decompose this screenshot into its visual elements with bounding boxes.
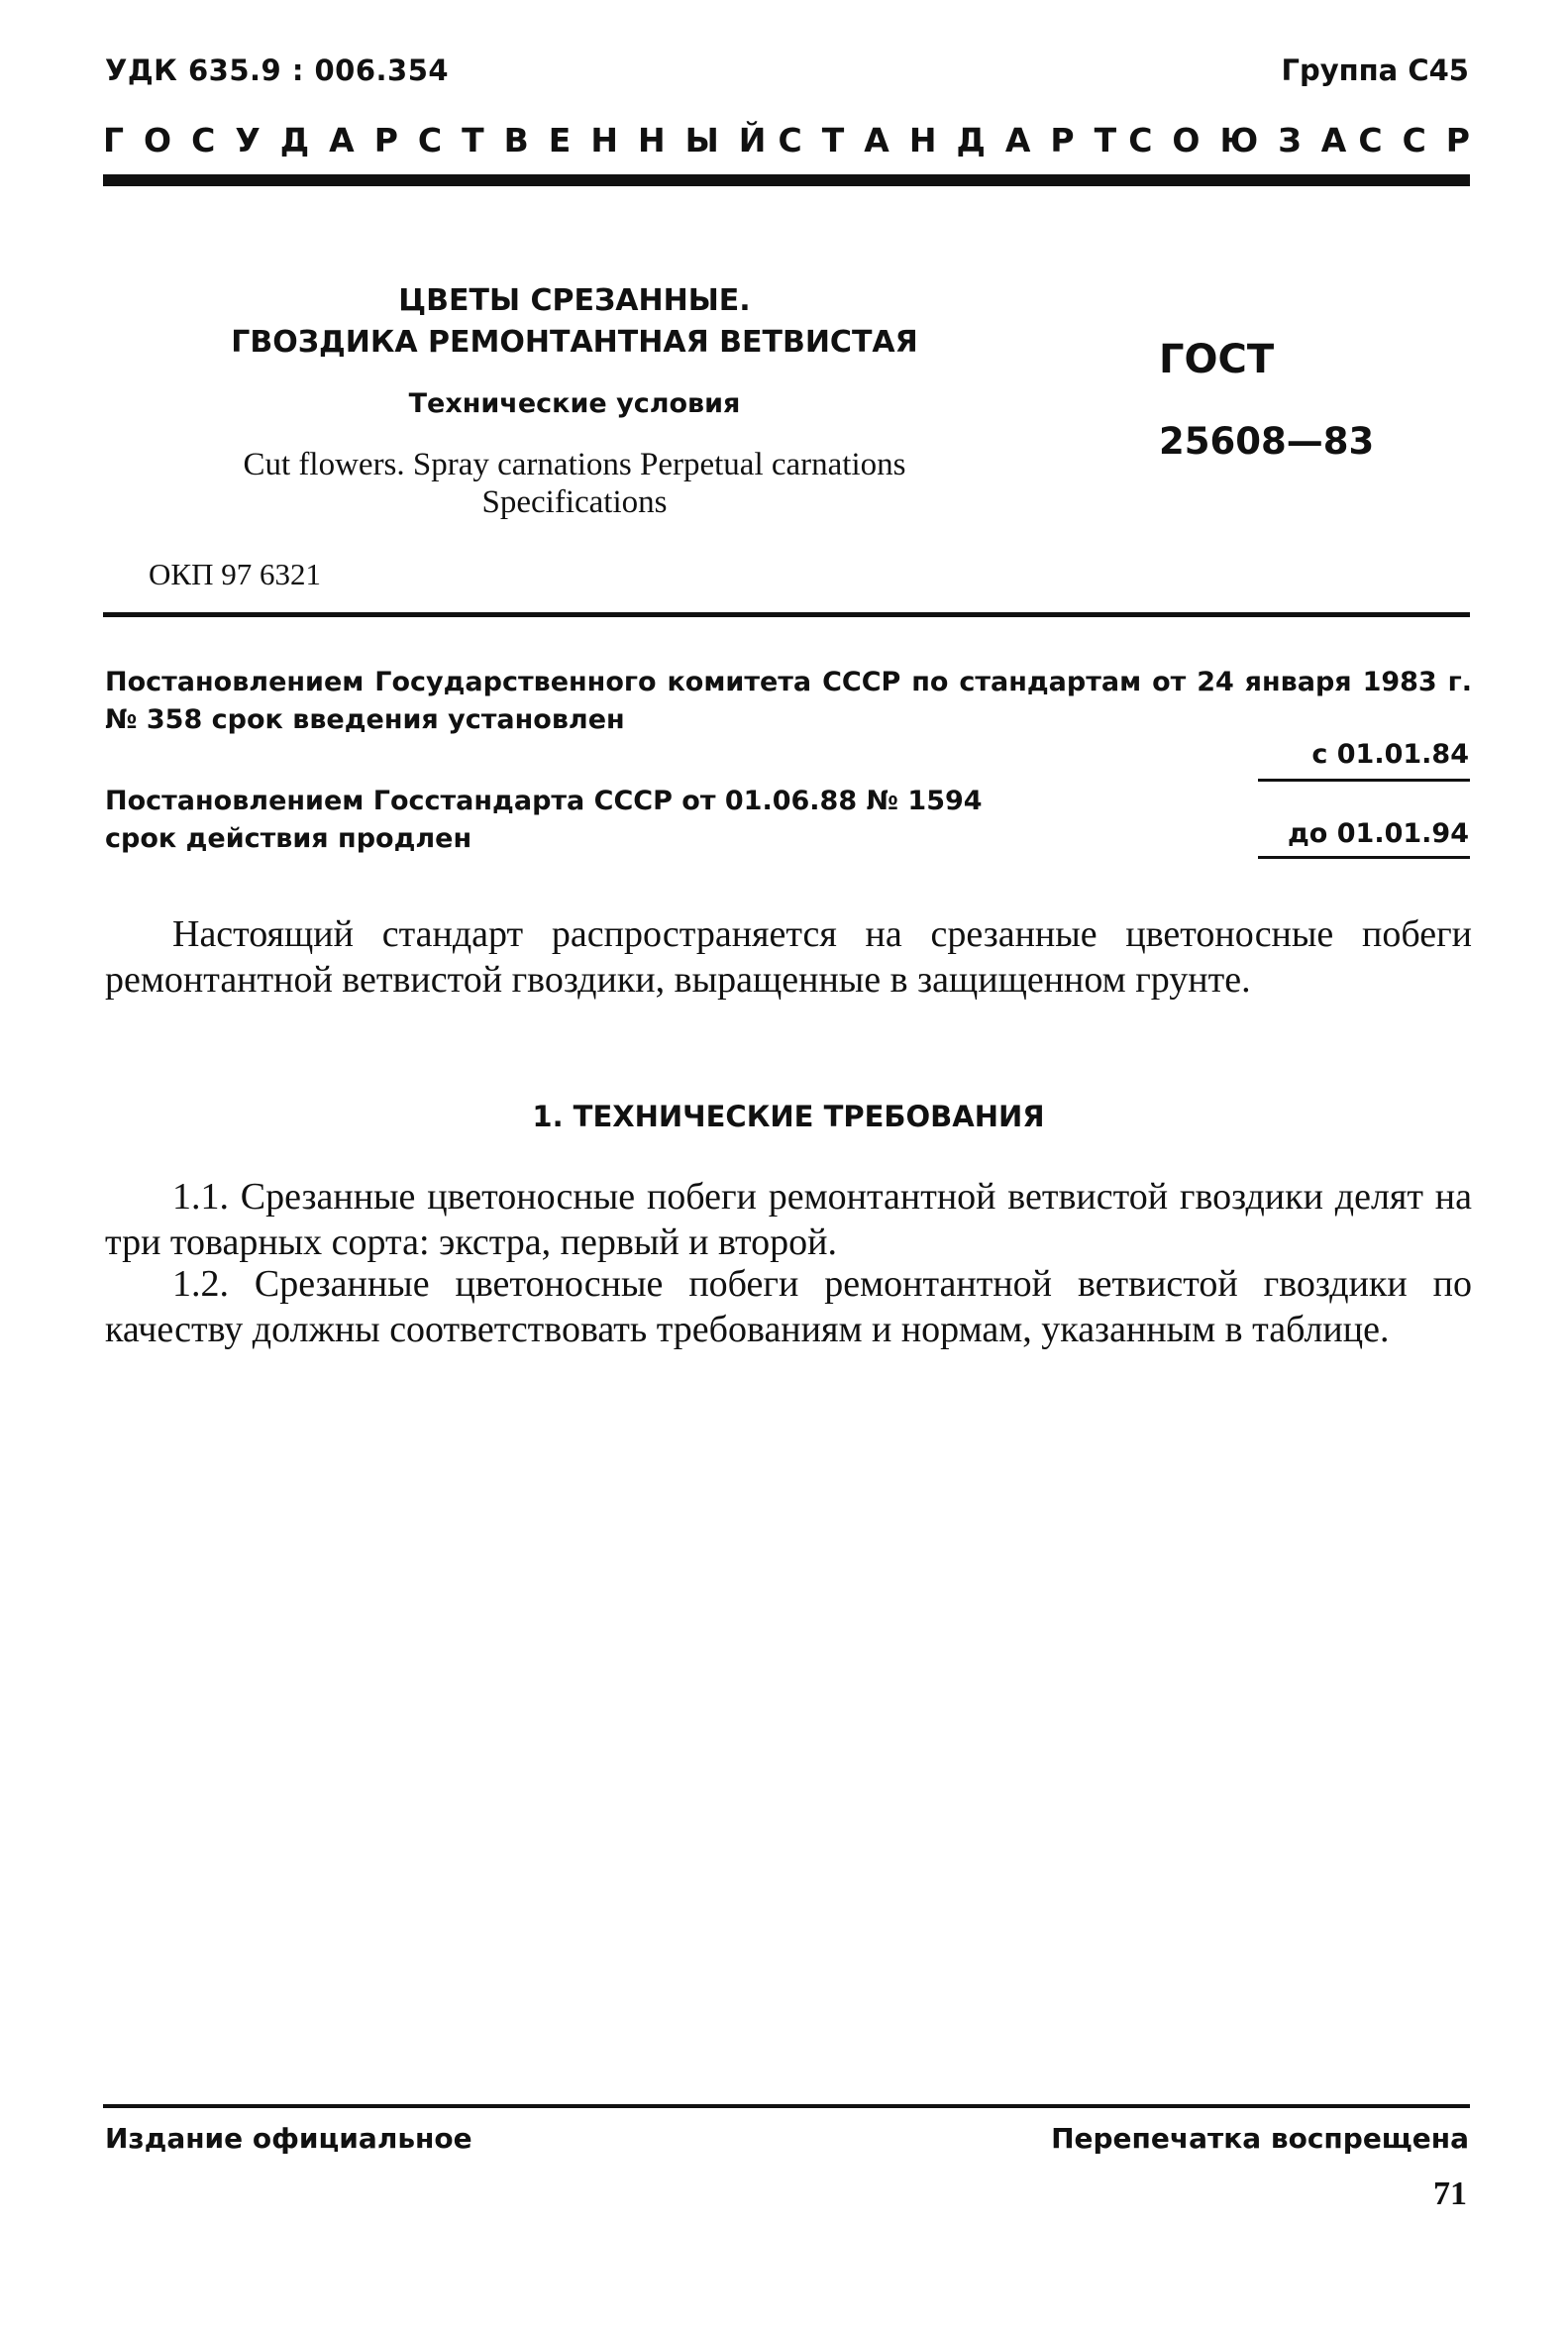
official-edition: Издание официальное xyxy=(105,2122,472,2155)
english-title xyxy=(129,446,1020,521)
clause-1-2: 1.2. Срезанные цветоносные побеги ремонтантной ветвистой гвоздики по качеству должны соответствовать требованиям и нормам, указанным в таблице. xyxy=(105,1263,1472,1350)
okp-code: ОКП 97 6321 xyxy=(149,557,321,591)
english-title-line-1: Cut flowers. Spray carnations Perpetual carnations xyxy=(243,447,906,482)
heading-word-2: С Т А Н Д А Р Т xyxy=(778,121,1117,159)
effective-date-underline xyxy=(1258,779,1470,782)
title-line-1: ЦВЕТЫ СРЕЗАННЫЕ. xyxy=(398,283,751,318)
title-block xyxy=(129,281,1020,521)
decree-second xyxy=(105,783,983,858)
decree-first: Постановлением Государственного комитета СССР по стандартам от 24 января 1983 г. № 358 срок введения установлен xyxy=(105,667,1472,735)
clause-1-1: 1.1. Срезанные цветоносные побеги ремонтантной ветвистой гвоздики делят на три товарных сорта: экстра, первый и второй. xyxy=(105,1176,1472,1263)
footer-divider xyxy=(103,2104,1470,2108)
subtitle: Технические условия xyxy=(408,388,741,419)
udk-code: УДК 635.9 : 006.354 xyxy=(105,53,450,87)
decree-second-line-1: Постановлением Госстандарта СССР от 01.06.88 № 1594 xyxy=(105,786,983,816)
gost-number: 25608—83 xyxy=(1159,420,1375,463)
extended-date-underline xyxy=(1258,856,1470,859)
state-standard-heading xyxy=(103,121,1470,159)
section-title: 1. ТЕХНИЧЕСКИЕ ТРЕБОВАНИЯ xyxy=(532,1100,1045,1133)
title-divider xyxy=(103,612,1470,617)
gost-label: ГОСТ xyxy=(1159,337,1275,382)
intro-paragraph: Настоящий стандарт распространяется на срезанные цветоносные побеги ремонтантной ветвистой гвоздики, выращенные в защищенном грунте. xyxy=(105,913,1472,1001)
title-line-2: ГВОЗДИКА РЕМОНТАНТНАЯ ВЕТВИСТАЯ xyxy=(231,325,918,360)
effective-date: с 01.01.84 xyxy=(1311,739,1469,770)
decree-second-line-2: срок действия продлен xyxy=(105,823,472,854)
header-divider xyxy=(103,174,1470,186)
heading-word-1: Г О С У Д А Р С Т В Е Н Н Ы Й xyxy=(103,121,767,159)
group-code: Группа С45 xyxy=(1281,53,1469,87)
page-number: 71 xyxy=(1433,2175,1467,2212)
extended-date: до 01.01.94 xyxy=(1288,818,1469,849)
english-title-line-2: Specifications xyxy=(481,484,668,520)
heading-word-4: С С Р xyxy=(1358,121,1470,159)
reprint-notice: Перепечатка воспрещена xyxy=(1051,2122,1469,2155)
heading-word-3: С О Ю З А xyxy=(1128,121,1347,159)
